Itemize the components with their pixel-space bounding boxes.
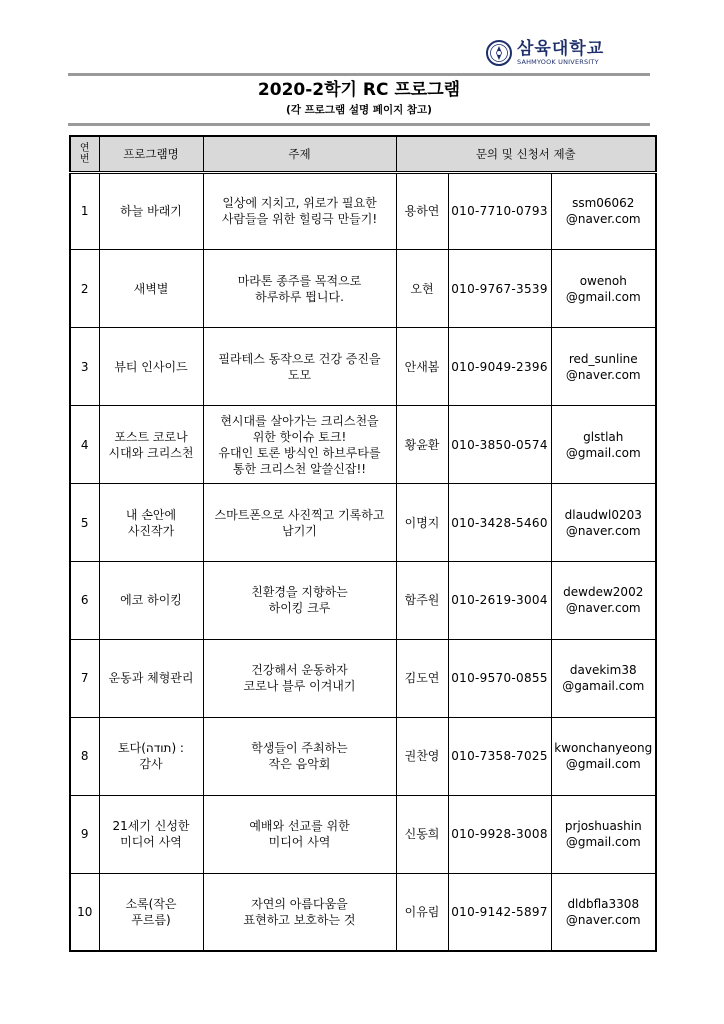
row-number: 1: [70, 172, 99, 250]
row-number: 9: [70, 795, 99, 873]
row-number: 3: [70, 328, 99, 406]
row-number: 6: [70, 561, 99, 639]
program-table: [69, 135, 657, 952]
contact-phone: 010-7358-7025: [448, 717, 551, 795]
program-topic: 자연의 아름다움을 표현하고 보호하는 것: [203, 873, 396, 951]
program-name: 21세기 신성한 미디어 사역: [99, 795, 203, 873]
contact-phone: 010-9928-3008: [448, 795, 551, 873]
program-name: 운동과 체형관리: [99, 639, 203, 717]
row-number: 5: [70, 484, 99, 562]
contact-email[interactable]: dlaudwl0203 @naver.com: [551, 484, 656, 562]
row-number: 7: [70, 639, 99, 717]
table-row: [70, 561, 656, 639]
table-row: [70, 406, 656, 484]
contact-phone: 010-9767-3539: [448, 250, 551, 328]
university-logo: [486, 40, 604, 66]
program-topic: 일상에 지치고, 위로가 필요한 사람들을 위한 힐링극 만들기!: [203, 172, 396, 250]
contact-email[interactable]: dewdew2002 @naver.com: [551, 561, 656, 639]
contact-name: 권찬영: [396, 717, 448, 795]
table-row: [70, 795, 656, 873]
contact-phone: 010-9142-5897: [448, 873, 551, 951]
table-row: [70, 639, 656, 717]
program-topic: 마라톤 종주를 목적으로 하루하루 뜁니다.: [203, 250, 396, 328]
contact-phone: 010-7710-0793: [448, 172, 551, 250]
contact-phone: 010-3850-0574: [448, 406, 551, 484]
contact-email[interactable]: dldbfla3308 @naver.com: [551, 873, 656, 951]
program-name: 하늘 바래기: [99, 172, 203, 250]
contact-email[interactable]: red_sunline @naver.com: [551, 328, 656, 406]
page-subtitle: (각 프로그램 설명 페이지 참고): [286, 104, 432, 116]
header-number: 연 번: [70, 136, 99, 172]
program-topic: 예배와 선교를 위한 미디어 사역: [203, 795, 396, 873]
table-row: [70, 717, 656, 795]
program-name: 에코 하이킹: [99, 561, 203, 639]
row-number: 4: [70, 406, 99, 484]
contact-phone: 010-3428-5460: [448, 484, 551, 562]
program-topic: 학생들이 주최하는 작은 음악회: [203, 717, 396, 795]
program-name: 새벽별: [99, 250, 203, 328]
contact-phone: 010-2619-3004: [448, 561, 551, 639]
program-name: 토다(תודה) : 감사: [99, 717, 203, 795]
contact-email[interactable]: kwonchanyeong @gmail.com: [551, 717, 656, 795]
row-number: 10: [70, 873, 99, 951]
header-topic: 주제: [203, 136, 396, 172]
contact-name: 오현: [396, 250, 448, 328]
program-name: 포스트 코로나 시대와 크리스천: [99, 406, 203, 484]
row-number: 2: [70, 250, 99, 328]
contact-email[interactable]: glstlah @gmail.com: [551, 406, 656, 484]
contact-name: 용하연: [396, 172, 448, 250]
header-program-name: 프로그램명: [99, 136, 203, 172]
table-header-row: [70, 136, 656, 172]
program-name: 소록(작은 푸르름): [99, 873, 203, 951]
table-row: [70, 172, 656, 250]
contact-phone: 010-9049-2396: [448, 328, 551, 406]
contact-email[interactable]: owenoh @gmail.com: [551, 250, 656, 328]
contact-email[interactable]: prjoshuashin @gmail.com: [551, 795, 656, 873]
contact-name: 함주원: [396, 561, 448, 639]
university-name-english: SAHMYOOK UNIVERSITY: [517, 58, 599, 66]
header-contact: 문의 및 신청서 제출: [396, 136, 656, 172]
header-divider: [68, 73, 650, 76]
contact-name: 안새봄: [396, 328, 448, 406]
table-row: [70, 328, 656, 406]
page-title: 2020-2학기 RC 프로그램: [257, 80, 461, 100]
program-topic: 스마트폰으로 사진찍고 기록하고 남기기: [203, 484, 396, 562]
program-topic: 친환경을 지향하는 하이킹 크루: [203, 561, 396, 639]
contact-name: 황윤환: [396, 406, 448, 484]
table-row: [70, 250, 656, 328]
table-row: [70, 873, 656, 951]
contact-name: 신동희: [396, 795, 448, 873]
contact-name: 김도연: [396, 639, 448, 717]
program-topic: 건강해서 운동하자 코로나 블루 이겨내기: [203, 639, 396, 717]
university-seal-icon: [486, 40, 512, 66]
table-row: [70, 484, 656, 562]
contact-email[interactable]: davekim38 @gamail.com: [551, 639, 656, 717]
row-number: 8: [70, 717, 99, 795]
program-name: 뷰티 인사이드: [99, 328, 203, 406]
program-name: 내 손안에 사진작가: [99, 484, 203, 562]
program-topic: 현시대를 살아가는 크리스천을 위한 핫이슈 토크! 유대인 토론 방식인 하브루타를 통한 크리스천 알쓸신잡!!: [203, 406, 396, 484]
subtitle-divider: [68, 123, 650, 126]
university-name-korean: 삼육대학교: [517, 39, 605, 59]
program-topic: 필라테스 동작으로 건강 증진을 도모: [203, 328, 396, 406]
contact-name: 이명지: [396, 484, 448, 562]
contact-phone: 010-9570-0855: [448, 639, 551, 717]
contact-name: 이유림: [396, 873, 448, 951]
contact-email[interactable]: ssm06062 @naver.com: [551, 172, 656, 250]
